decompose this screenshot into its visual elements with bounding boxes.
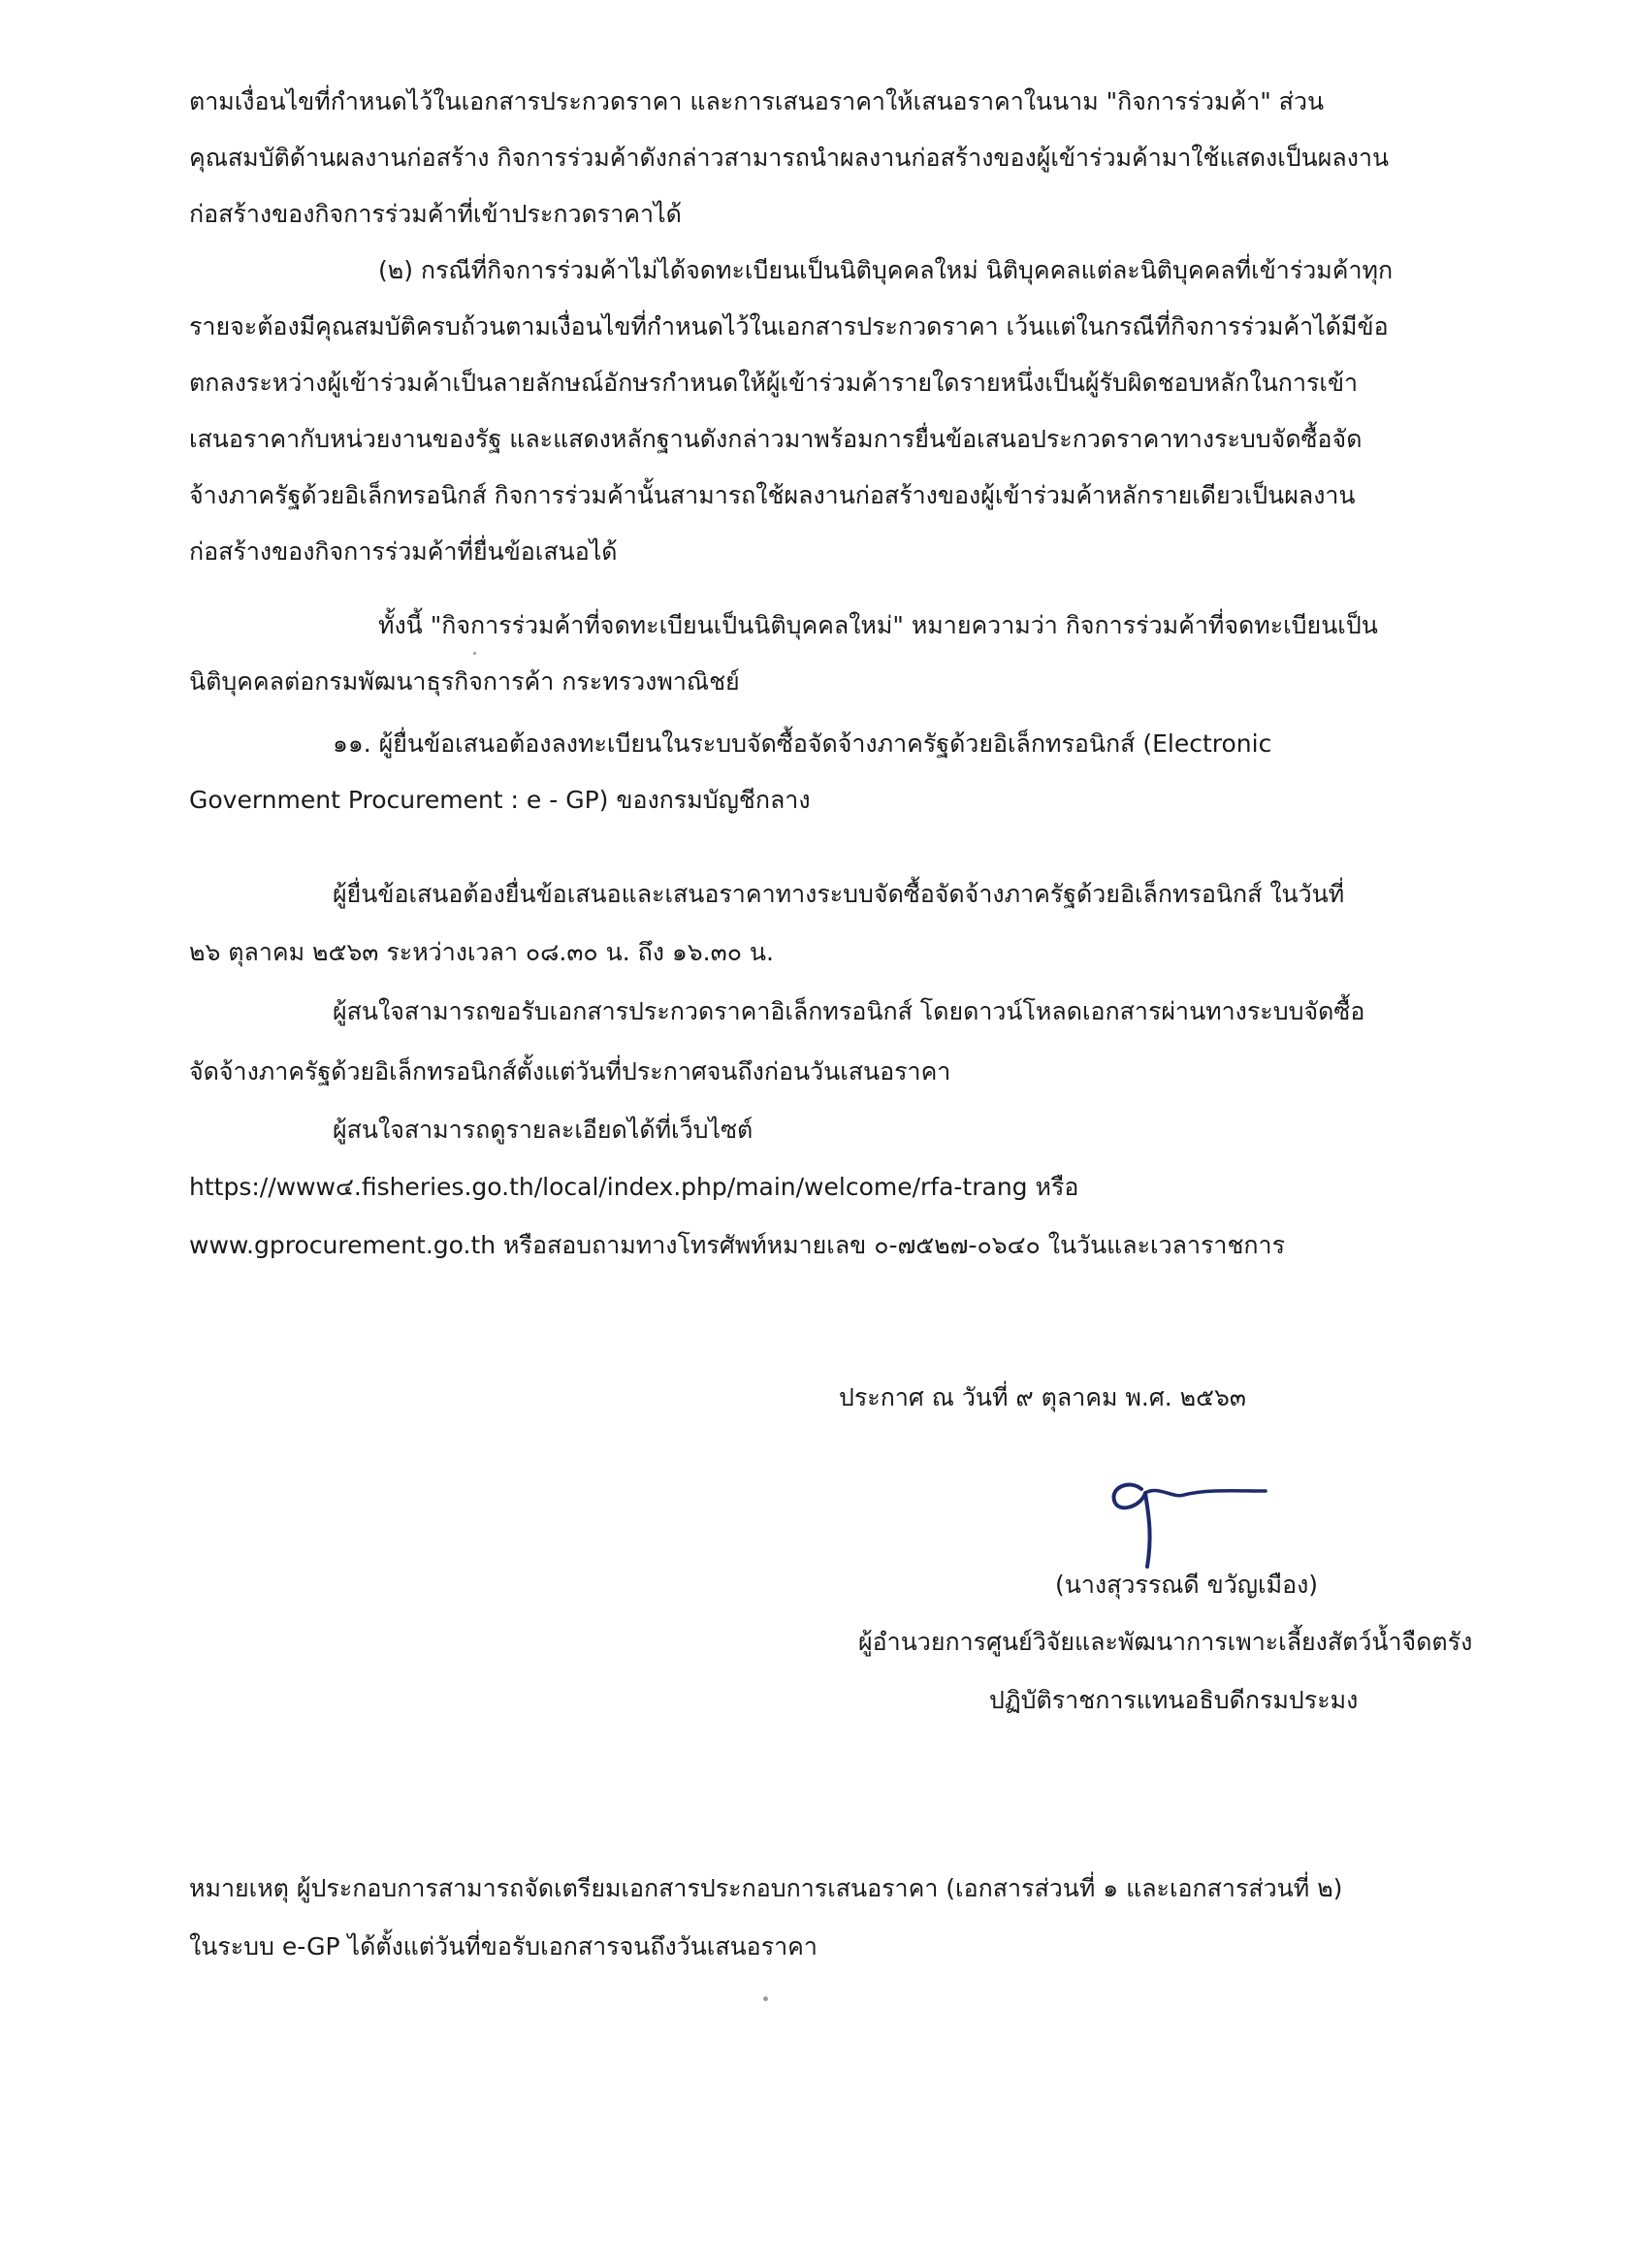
paragraph-d-line-1: ๑๑. ผู้ยื่นข้อเสนอต้องลงทะเบียนในระบบจัดซื้อจัดจ้างภาครัฐด้วยอิเล็กทรอนิกส์ (Electronic [333, 729, 1272, 758]
paragraph-c-line-2: นิติบุคคลต่อกรมพัฒนาธุรกิจการค้า กระทรวงพาณิชย์ [189, 667, 740, 696]
paragraph-d-line-2: Government Procurement : e - GP) ของกรมบัญชีกลาง [189, 786, 811, 814]
paragraph-g-line-1: ผู้สนใจสามารถดูรายละเอียดได้ที่เว็บไซต์ [333, 1116, 754, 1144]
scan-speck [763, 1996, 768, 2001]
paragraph-b-line-4: เสนอราคากับหน่วยงานของรัฐ และแสดงหลักฐานดังกล่าวมาพร้อมการยื่นข้อเสนอประกวดราคาทางระบบจัดซื้อจัด [189, 425, 1363, 453]
paragraph-e-line-1: ผู้ยื่นข้อเสนอต้องยื่นข้อเสนอและเสนอราคาทางระบบจัดซื้อจัดจ้างภาครัฐด้วยอิเล็กทรอนิกส์ ในวันที่ [333, 880, 1345, 908]
paragraph-f-line-1: ผู้สนใจสามารถขอรับเอกสารประกวดราคาอิเล็กทรอนิกส์ โดยดาวน์โหลดเอกสารผ่านทางระบบจัดซื้อ [333, 997, 1365, 1025]
note-line-1: หมายเหตุ ผู้ประกอบการสามารถจัดเตรียมเอกสารประกอบการเสนอราคา (เอกสารส่วนที่ ๑ และเอกสารส่วนที่ ๒) [189, 1874, 1343, 1902]
paragraph-g-url-line: https://www๔.fisheries.go.th/local/index.php/main/welcome/rfa-trang หรือ [189, 1173, 1079, 1201]
note-line-2: ในระบบ e-GP ได้ตั้งแต่วันที่ขอรับเอกสารจนถึงวันเสนอราคา [189, 1932, 818, 1960]
signer-name: (นางสุวรรณดี ขวัญเมือง) [1055, 1571, 1319, 1599]
paragraph-b-line-1: (๒) กรณีที่กิจการร่วมค้าไม่ได้จดทะเบียนเป็นนิติบุคคลใหม่ นิติบุคคลแต่ละนิติบุคคลที่เข้าร่วมค้าทุก [378, 256, 1394, 284]
signature-image [1091, 1450, 1275, 1571]
paragraph-b-line-6: ก่อสร้างของกิจการร่วมค้าที่ยื่นข้อเสนอได้ [189, 537, 618, 566]
paragraph-c-line-1: ทั้งนี้ "กิจการร่วมค้าที่จดทะเบียนเป็นนิติบุคคลใหม่" หมายความว่า กิจการร่วมค้าที่จดทะเบียนเป็น [378, 611, 1378, 639]
announcement-date: ประกาศ ณ วันที่ ๙ ตุลาคม พ.ศ. ๒๕๖๓ [839, 1383, 1246, 1411]
paragraph-e-line-2: ๒๖ ตุลาคม ๒๕๖๓ ระหว่างเวลา ๐๘.๓๐ น. ถึง ๑๖.๓๐ น. [189, 938, 774, 966]
paragraph-b-line-3: ตกลงระหว่างผู้เข้าร่วมค้าเป็นลายลักษณ์อักษรกำหนดให้ผู้เข้าร่วมค้ารายใดรายหนึ่งเป็นผู้รับผิดชอบหลักในการเข้า [189, 369, 1359, 397]
signature-stroke [1113, 1485, 1149, 1567]
paragraph-a-line-2: คุณสมบัติด้านผลงานก่อสร้าง กิจการร่วมค้าดังกล่าวสามารถนำผลงานก่อสร้างของผู้เข้าร่วมค้ามาใช้แสดงเป็นผลงาน [189, 144, 1390, 172]
signer-position: ผู้อำนวยการศูนย์วิจัยและพัฒนาการเพาะเลี้ยงสัตว์น้ำจืดตรัง [858, 1628, 1473, 1656]
paragraph-b-line-5: จ้างภาครัฐด้วยอิเล็กทรอนิกส์ กิจการร่วมค้านั้นสามารถใช้ผลงานก่อสร้างของผู้เข้าร่วมค้าหลักรายเดียวเป็นผลงาน [189, 481, 1356, 509]
scan-speck [473, 652, 476, 655]
signature-tail [1145, 1490, 1266, 1495]
paragraph-a-line-3: ก่อสร้างของกิจการร่วมค้าที่เข้าประกวดราคาได้ [189, 200, 682, 228]
paragraph-b-line-2: รายจะต้องมีคุณสมบัติครบถ้วนตามเงื่อนไขที่กำหนดไว้ในเอกสารประกวดราคา เว้นแต่ในกรณีที่กิจการร่วมค้าได้มีข้อ [189, 312, 1389, 340]
paragraph-f-line-2: จัดจ้างภาครัฐด้วยอิเล็กทรอนิกส์ตั้งแต่วันที่ประกาศจนถึงก่อนวันเสนอราคา [189, 1057, 951, 1085]
paragraph-g-contact-line: www.gprocurement.go.th หรือสอบถามทางโทรศัพท์หมายเลข ๐-๗๕๒๗-๐๖๔๐ ในวันและเวลาราชการ [189, 1231, 1286, 1259]
signer-acting: ปฏิบัติราชการแทนอธิบดีกรมประมง [989, 1686, 1359, 1714]
paragraph-a-line-1: ตามเงื่อนไขที่กำหนดไว้ในเอกสารประกวดราคา และการเสนอราคาให้เสนอราคาในนาม "กิจการร่วมค้า" ส่วน [189, 87, 1325, 115]
